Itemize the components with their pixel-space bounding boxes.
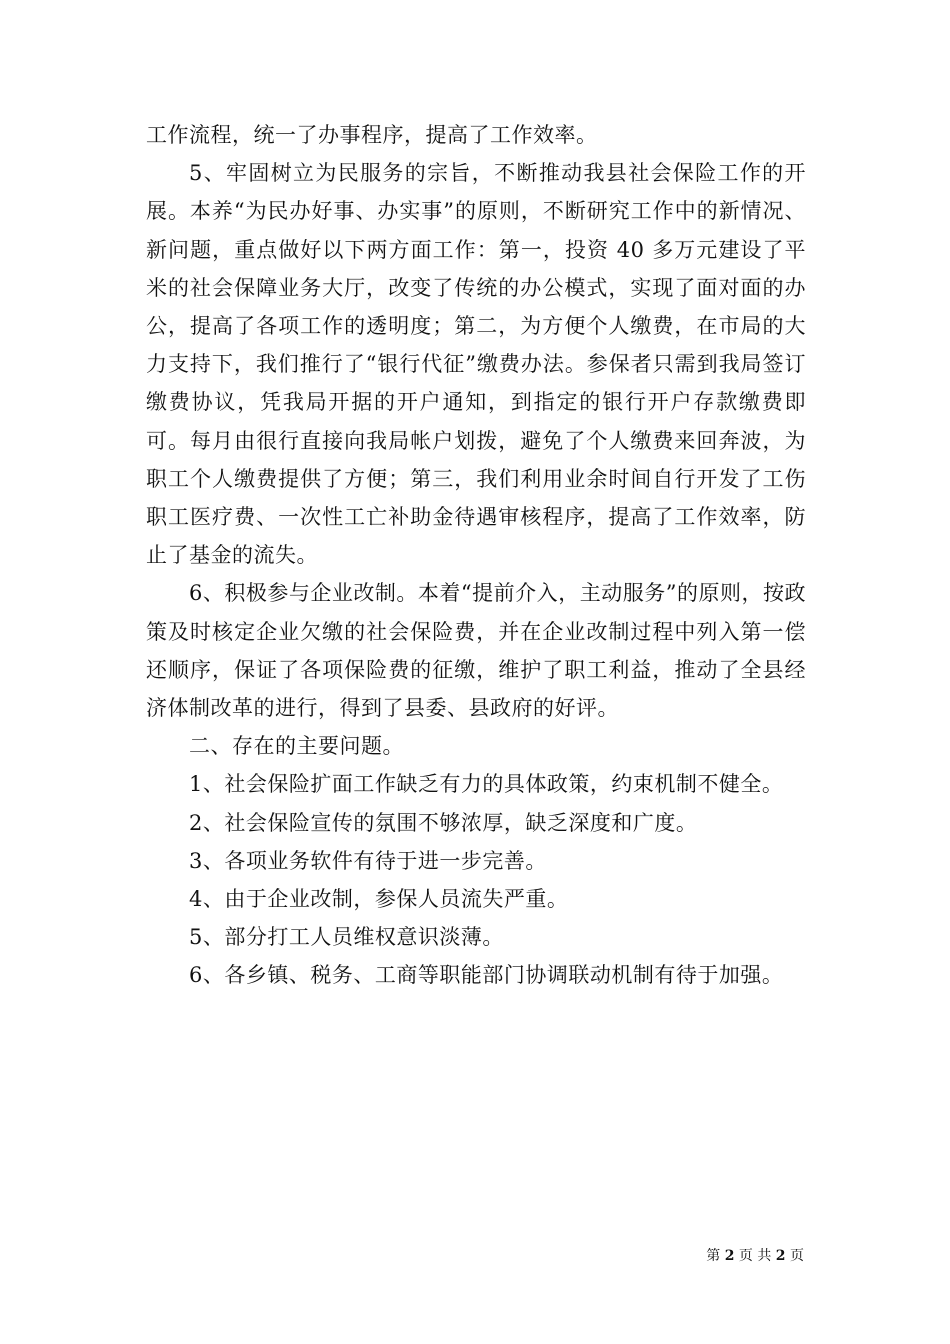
problem-item-4: 4、由于企业改制，参保人员流失严重。: [189, 887, 569, 912]
problem-item-5: 5、部分打工人员维权意识淡薄。: [189, 925, 504, 950]
paragraph-item-6: 6、积极参与企业改制。本着“提前介入，主动服务”的原则，按政策及时核定企业欠缴的社会保险费，并在企业改制过程中列入第一偿还顺序，保证了各项保险费的征缴，维护了职工利益，推动了全县经济体制改革的进行，得到了县委、县政府的好评。: [146, 581, 806, 721]
footer-total-pages: 2: [775, 1248, 786, 1264]
problem-item-3: 3、各项业务软件有待于进一步完善。: [189, 848, 547, 873]
problem-item-1: 1、社会保险扩面工作缺乏有力的具体政策，约束机制不健全。: [189, 772, 784, 797]
document-body: [146, 116, 806, 995]
problem-item-6: 6、各乡镇、税务、工商等职能部门协调联动机制有待于加强。: [189, 963, 784, 988]
page-number-footer: [706, 1247, 804, 1265]
paragraph-continuation: 工作流程，统一了办事程序，提高了工作效率。: [146, 123, 598, 147]
footer-middle: 页 共: [738, 1248, 772, 1264]
footer-suffix: 页: [790, 1248, 804, 1264]
paragraph-item-5: 5、牢固树立为民服务的宗旨，不断推动我县社会保险工作的开展。本养“为民办好事、办实事”的原则，不断研究工作中的新情况、新问题，重点做好以下两方面工作：第一，投资 40 多万元建设了平米的社会保障业务大厅，改变了传统的办公模式，实现了面对面的办公，提高了各项工作的透明度；第二，为方便个人缴费，在市局的大力支持下，我们推行了“银行代征”缴费办法。参保者只需到我局签订缴费协议，凭我局开据的开户通知，到指定的银行开户存款缴费即可。每月由很行直接向我局帐户划拨，避免了个人缴费来回奔波，为职工个人缴费提供了方便；第三，我们利用业余时间自行开发了工伤职工医疗费、一次性工亡补助金待遇审核程序，提高了工作效率，防止了基金的流失。: [146, 161, 806, 568]
section-heading-problems: 二、存在的主要问题。: [189, 734, 404, 759]
problem-item-2: 2、社会保险宣传的氛围不够浓厚，缺乏深度和广度。: [189, 810, 698, 835]
footer-current-page: 2: [724, 1248, 735, 1264]
footer-prefix: 第: [706, 1248, 721, 1264]
